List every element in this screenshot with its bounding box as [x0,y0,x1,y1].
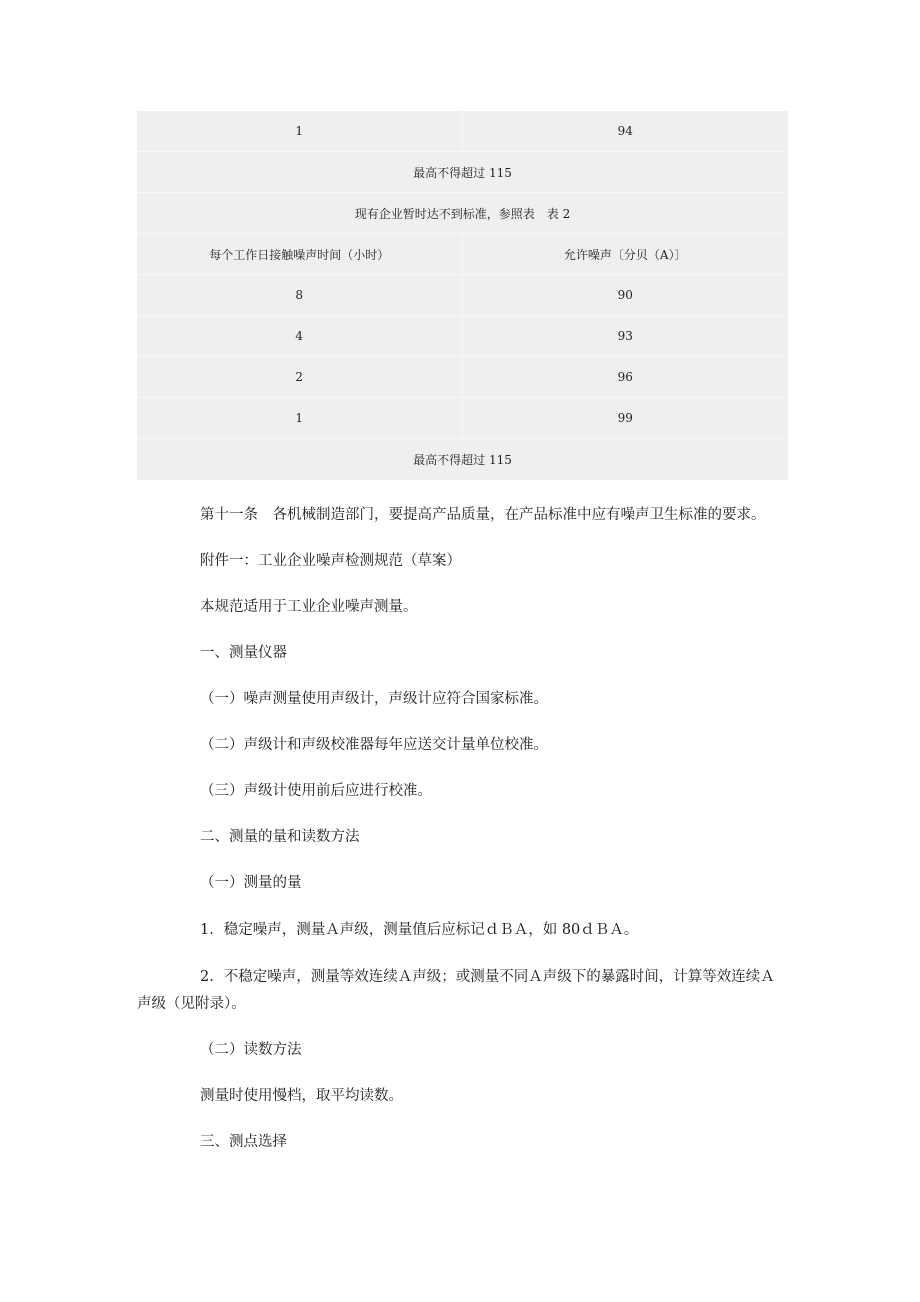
reading-paragraph: 测量时使用慢档，取平均读数。 [200,1088,403,1104]
table-row [137,111,788,152]
subsection-heading-quantity: （一）测量的量 [200,875,302,891]
quantity-item-1: 1．稳定噪声，测量Ａ声级，测量值后应标记ｄＢＡ，如 80ｄＢＡ。 [200,922,639,938]
table-cell-noise: 93 [617,329,633,343]
subsection-heading-reading: （二）读数方法 [200,1042,302,1058]
appendix-title: 附件一：工业企业噪声检测规范（草案） [200,553,461,569]
table-row [137,439,788,480]
table-cell-noise: 90 [617,288,633,302]
table-note-max: 最高不得超过 115 [413,165,512,180]
scope-paragraph: 本规范适用于工业企业噪声测量。 [200,599,418,615]
table-row [137,316,788,357]
table-cell-hours: 4 [137,316,463,356]
table-cell-noise: 96 [617,370,633,384]
table-row [137,193,788,234]
table-cell-noise: 99 [617,411,633,425]
table-cell-hours: 8 [137,275,463,315]
instrument-item-3: （三）声级计使用前后应进行校准。 [200,783,432,799]
quantity-item-2: 2．不稳定噪声，测量等效连续Ａ声级；或测量不同Ａ声级下的暴露时间，计算等效连续Ａ声级（见附录）。 [137,969,775,1012]
instrument-item-2: （二）声级计和声级校准器每年应送交计量单位校准。 [200,737,548,753]
table-cell-noise: 94 [617,124,633,138]
table-header-hours: 每个工作日接触噪声时间（小时） [137,234,463,274]
section-heading-instruments: 一、测量仪器 [200,645,287,661]
table-header-row [137,234,788,275]
table-cell-hours: 1 [137,111,463,151]
table-cell-hours: 1 [137,398,463,438]
table-row [137,398,788,439]
table-header-noise: 允许噪声〔分贝（A）〕 [563,247,687,262]
table-row [137,357,788,398]
section-heading-measurement: 二、测量的量和读数方法 [200,829,360,845]
table-row [137,275,788,316]
document-body [137,502,788,1156]
article-11: 第十一条 各机械制造部门，要提高产品质量，在产品标准中应有噪声卫生标准的要求。 [200,507,766,523]
table-row [137,152,788,193]
section-heading-points: 三、测点选择 [200,1134,287,1150]
table-cell-hours: 2 [137,357,463,397]
table-caption: 现有企业暂时达不到标准，参照表 表 2 [354,206,571,221]
instrument-item-1: （一）噪声测量使用声级计，声级计应符合国家标准。 [200,691,548,707]
table-note-max: 最高不得超过 115 [413,453,512,467]
noise-standard-table [137,111,788,480]
